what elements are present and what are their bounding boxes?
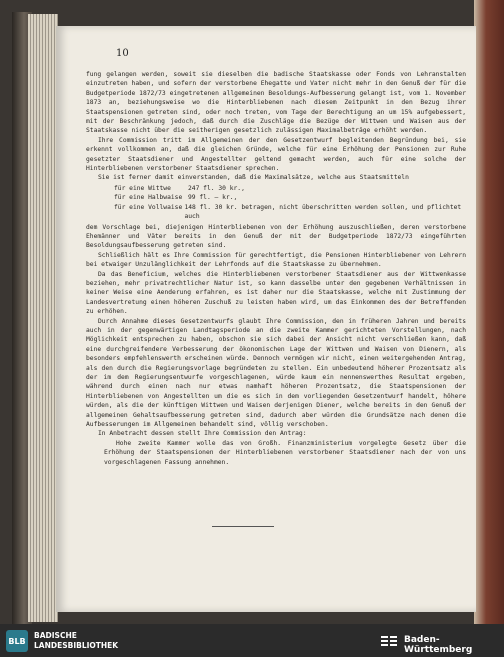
viewer-footer [0, 624, 504, 657]
paragraph: Schließlich hält es Ihre Commission für gerechtfertigt, die Pensionen Hinterbliebener von Lehrern bei etwaiger Unzulänglichkeit der Lehrfonds auf die Staatskasse zu übernehmen. [86, 251, 466, 269]
rate-row [114, 184, 466, 193]
paragraph: Da das Beneficium, welches die Hinterbliebenen verstorbener Staatsdiener aus der Wittwenkasse beziehen, mehr privatrechtlicher Natur ist, so kann dasselbe unter den gegebenen Verhältnissen in keiner Weise eine Aenderung erfahren, es ist daher nur die Staatskasse, welche mit Zustimmung der Landesvertretung einen höheren Zuschuß zu leisten haben wird, um das Einkommen des der Betreffenden zu erhöhen. [86, 270, 466, 316]
closing-rule [212, 526, 274, 527]
bw-label[interactable]: Baden-Württemberg [404, 635, 473, 655]
paragraph: dem Vorschlage bei, diejenigen Hinterbliebenen von der Erhöhung auszuschließen, deren verstorbene Ehemänner und Väter bereits in den Genuß der mit der Budgetperiode 1872/73 eingeführten Besoldungsaufbesserung getreten sind. [86, 223, 466, 250]
paragraph: fung gelangen werden, soweit sie dieselben die badische Staatskasse oder Fonds von Lehranstalten einzutreten haben, und sofern der verstorbene Ehegatte und Vater nicht mehr in den Genuß der für die Budgetperiode 1872/73 eingetretenen allgemeinen Besoldungs-Aufbesserung gelangt ist, vom 1. November 1873 an, beziehungsweise wo die Hinterbliebenen nach diesem Zeitpunkt in den Bezug ihrer Staatspensionen getreten sind, oder noch treten, vom Tage der Berechtigung an um 15% aufgebessert, mit der Beschränkung jedoch, daß durch die Zuschläge die Bezüge der Wittwen und Waisen aus der Staatskasse nicht über die seitherigen gesetzlich zulässigen Maximalbeträge erhöht werden. [86, 71, 466, 135]
rate-amount: 148 fl. 30 kr. betragen, nicht überschritten werden sollen, und pflichtet auch [184, 203, 462, 221]
paragraph: Sie ist ferner damit einverstanden, daß die Maximalsätze, welche aus Staatsmitteln [98, 174, 409, 182]
rate-label: für eine Wittwe [114, 184, 171, 192]
page-number: 10 [116, 48, 129, 59]
paragraph: In Anbetracht dessen stellt Ihre Commission den Antrag: [98, 430, 307, 438]
paragraph: Ihre Commission tritt im Allgemeinen der den Gesetzentwurf begleitenden Begründung bei, sie erkennt vollkommen an, daß die gleichen Gründe, welche für eine Erhöhung der Pensionen zur Ruhe gesetzter Staatsdiener und Angestellter geltend gemacht werden, auch für eine solche der Hinterbliebenen verstorbener Staatsdiener sprechen. [86, 136, 466, 173]
rate-table [114, 184, 466, 222]
page-body [86, 70, 466, 467]
rate-label: für eine Vollwaise [114, 203, 183, 211]
book-page [56, 26, 476, 612]
rate-amount: 99 fl. — kr., [188, 194, 238, 202]
rate-amount: 247 fl. 30 kr., [188, 184, 245, 192]
rate-row [114, 193, 466, 202]
rate-label: für eine Halbwaise [114, 194, 183, 202]
blb-name[interactable] [34, 631, 118, 651]
blb-name-line1: BADISCHE [34, 631, 77, 640]
page-edges [28, 14, 58, 622]
book-cover-edge [474, 0, 504, 624]
blb-name-line2: LANDESBIBLIOTHEK [34, 641, 119, 650]
blb-logo-icon[interactable]: BLB [6, 630, 28, 652]
motion-text: Hohe zweite Kammer wolle das von Großh. Finanzministerium vorgelegte Gesetz über die Erhöhung der Staatspensionen der Hinterbliebenen verstorbener Staatsdiener nach der von uns vorgeschlagenen Fassung annehmen. [104, 439, 466, 466]
rate-row [114, 203, 466, 222]
paragraph: Durch Annahme dieses Gesetzentwurfs glaubt Ihre Commission, den in früheren Jahren und bereits auch in der gegenwärtigen Landtagsperiode an die zweite Kammer gerichteten Vorstellungen, nach Möglichkeit entsprechen zu haben, obschon sie sich dabei der Ansicht nicht verschließen kann, daß eine durchgreifendere Verbesserung der ökonomischen Lage der Wittwen und Waisen von Dienern, als besonders empfehlenswerth erscheinen würde. Dennoch vermögen wir nicht, einen weitergehenden Antrag, als den durch die Regierungsvorlage begründeten zu stellen. Ein unbedeutend höherer Prozentsatz als der im dem Regierungsentwurfe vorgeschlagenen, würde kaum ein nennenswerthes Resultat ergeben, während durch einen nach nur etwas namhaft höheren Prozentsatz, die Staatspensionen der Hinterbliebenen von Angestellten um die es sich in dem vorliegenden Gesetzentwurf handelt, höhere würden, als die der künftigen Wittwen und Waisen derjenigen Diener, welche bereits in den Genuß der allgemeinen Gehaltsaufbesserung getreten sind, dadurch aber würden die Grundsätze nach denen die Aufbesserungen im Allgemeinen behandelt sind, völlig verschoben. [86, 317, 466, 429]
bw-lions-icon[interactable] [380, 633, 398, 649]
